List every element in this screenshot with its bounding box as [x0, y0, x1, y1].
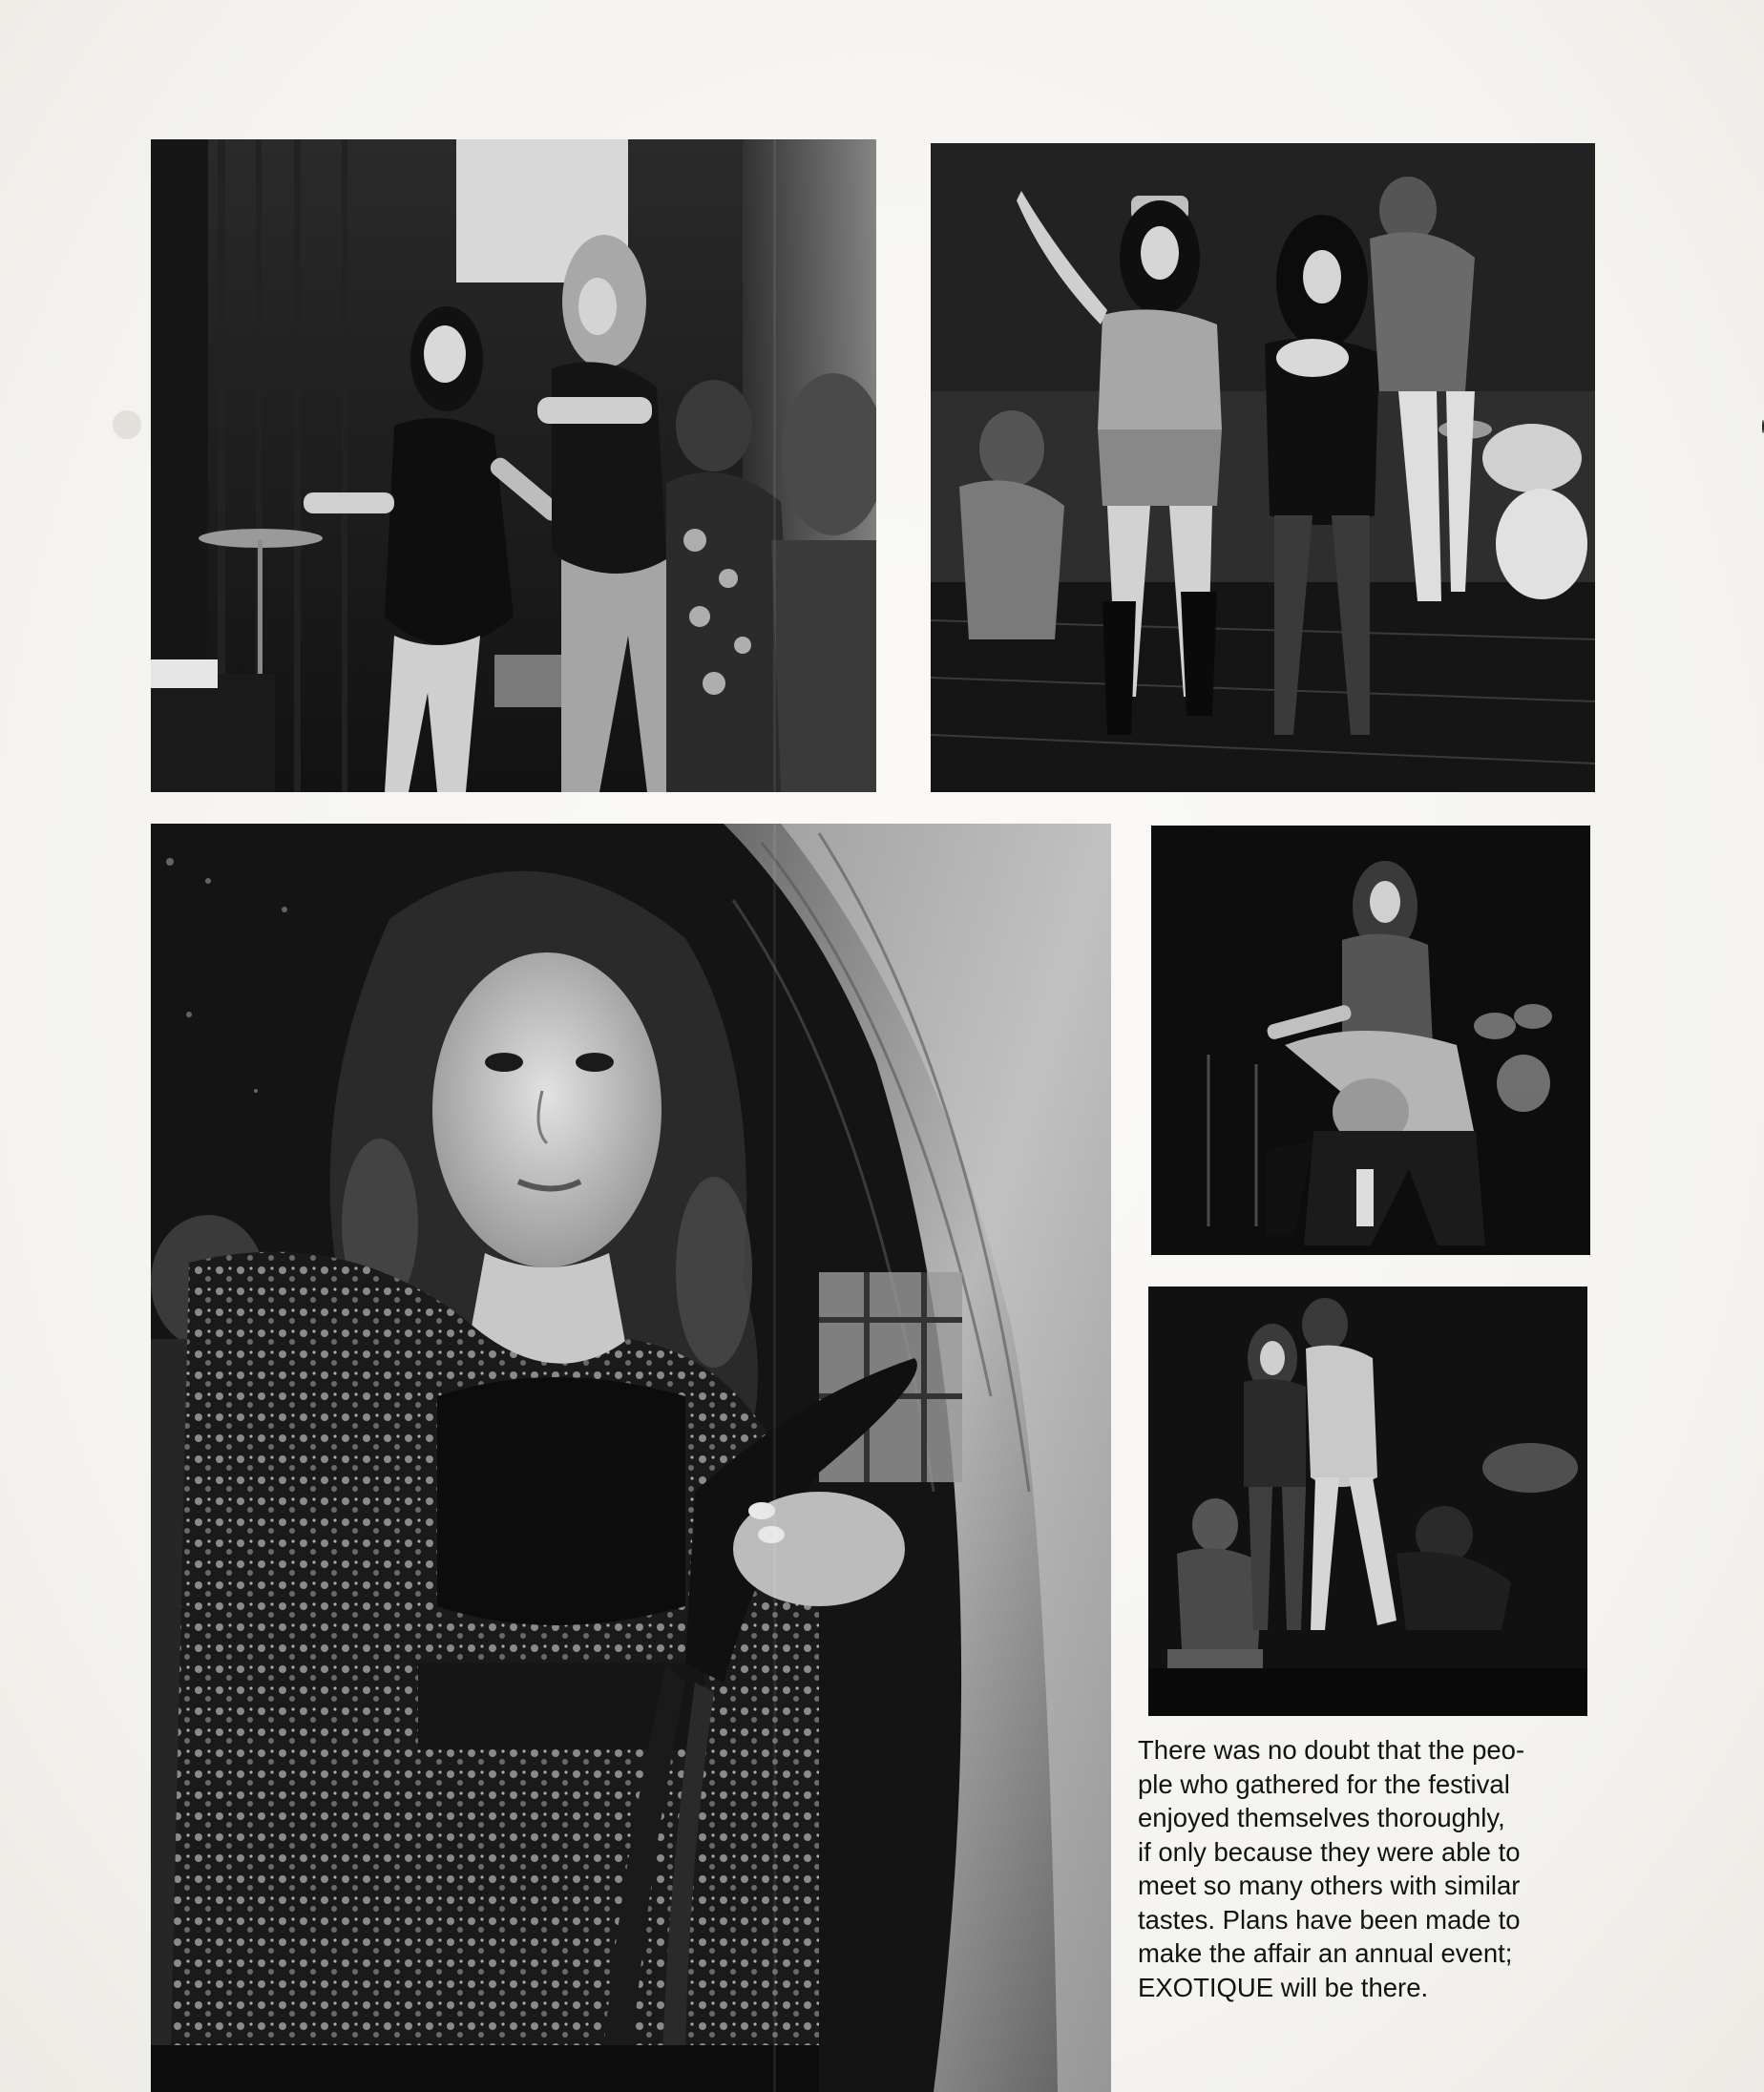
photo-small-top-image — [1151, 826, 1590, 1255]
paper-speck — [113, 410, 141, 439]
photo-stage-right — [931, 143, 1595, 792]
photo-small-top — [1151, 826, 1590, 1255]
page-fold — [773, 139, 776, 2092]
photo-small-bottom — [1148, 1287, 1587, 1716]
photo-portrait-image — [151, 824, 1111, 2092]
photo-stage-left — [151, 139, 876, 792]
photo-portrait — [151, 824, 1111, 2092]
photo-caption: There was no doubt that the peo- ple who gathered for the festival enjoyed themselves thoroughly, if only because they were able to meet so many others with similar tastes. Plans have been made to make the affair an annual event; EXOTIQUE will be there. — [1138, 1735, 1525, 2002]
photo-small-bottom-image — [1148, 1287, 1587, 1716]
photo-stage-right-image — [931, 143, 1595, 792]
photo-stage-left-image — [151, 139, 876, 792]
